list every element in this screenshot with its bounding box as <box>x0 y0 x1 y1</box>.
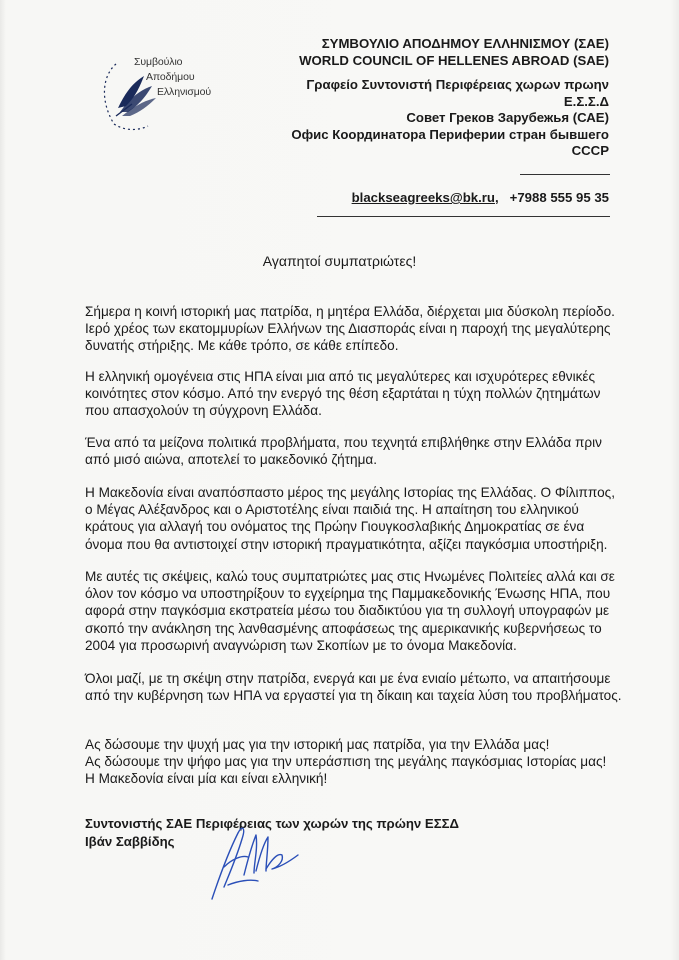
header-divider-short <box>520 174 610 175</box>
paragraph-4: Η Μακεδονία είναι αναπόσπαστο μέρος της μεγάλης Ιστορίας της Ελλάδας. Ο Φίλιππος, ο Μέγας Αλέξανδρος και ο Αριστοτέλης είναι παιδιά της. Η απαίτηση του ελληνικού κράτους για αλλαγή του ονόματος της Πρώην Γιουγκοσλαβικής Δημοκρατίας σε ένα όνομα που θα αντιστοιχεί στην ιστορική πραγματικότητα, αξίζει παγκόσμια υποστήριξη. <box>85 485 615 552</box>
letterhead-office-greek: Γραφείο Συντονιστή Περιφέρειας χωρων πρωην <box>306 77 609 92</box>
paragraph-3: Ένα από τα μείζονα πολιτικά προβλήματα, που τεχνητά επιβλήθηκε στην Ελλάδα πριν από μισό αιώνα, αποτελεί το μακεδονικό ζήτημα. <box>85 435 602 468</box>
contact-separator: , <box>494 190 499 205</box>
logo-text-line-3: Ελληνισμού <box>157 86 212 98</box>
letterhead-greek-title: ΣΥΜΒΟΥΛΙΟ ΑΠΟΔΗΜΟΥ ΕΛΛΗΝΙΣΜΟΥ (ΣΑΕ) <box>321 36 609 51</box>
paragraph-5: Με αυτές τις σκέψεις, καλώ τους συμπατριώτες μας στις Ηνωμένες Πολιτείες αλλά και σε όλον τον κόσμο να υποστηρίξουν το εγχείρημα της Παμμακεδονικής Ένωσης ΗΠΑ, που αφορά στην παγκόσμια εκστρατεία μέσω του διαδικτύου για τη συλλογή υπογραφών με σκοπό την ανάκληση της λανθασμένης αποφάσεως της αμερικανικής κυβερνήσεως το 2004 για προσωρινή αναγνώριση των Σκοπίων με το όνομα Μακεδονία. <box>85 569 615 653</box>
letterhead <box>291 36 609 160</box>
letterhead-office-greek-2: Ε.Σ.Σ.Δ <box>563 93 609 109</box>
handwritten-signature <box>198 815 308 905</box>
letterhead-office-russian-2: СССР <box>571 143 609 158</box>
letterhead-english-title: WORLD COUNCIL OF HELLENES ABROAD (SAE) <box>299 52 609 68</box>
signatory-name: Ιβάν Σαββίδης <box>85 833 175 849</box>
closing-line-3: Η Μακεδονία είναι μία και είναι ελληνική! <box>85 771 328 787</box>
contact-phone: +7988 555 95 35 <box>509 190 609 205</box>
greeting: Αγαπητοί συμπατριώτες! <box>262 253 417 269</box>
signatory-title: Συντονιστής ΣΑΕ Περιφέρειας των χωρών της πρώην ΕΣΣΔ <box>85 816 459 831</box>
contact-divider <box>317 216 610 217</box>
paragraph-1: Σήμερα η κοινή ιστορική μας πατρίδα, η μητέρα Ελλάδα, διέρχεται μια δύσκολη περίοδο. Ιερό χρέος των εκατομμυρίων Ελλήνων της Διασποράς είναι η παροχή της μεγαλύτερης δυνατής στήριξης. Με κάθε τρόπο, σε κάθε επίπεδο. <box>85 304 615 354</box>
closing-line-1: Ας δώσουμε την ψυχή μας για την ιστορική μας πατρίδα, για την Ελλάδα μας! <box>85 737 550 752</box>
paragraph-7 <box>85 736 625 788</box>
logo-text-line-2: Αποδήμου <box>146 71 195 83</box>
paragraph-6: Όλοι μαζί, με τη σκέψη στην πατρίδα, ενεργά και με ένα ενιαίο μέτωπο, να απαιτήσουμε από την κυβέρνηση των ΗΠΑ να εργαστεί για τη δίκαιη και ταχεία λύση του προβλήματος. <box>85 671 622 704</box>
letterhead-russian-title: Совет Греков Зарубежья (САЕ) <box>406 110 609 125</box>
logo-text-line-1: Συμβούλιο <box>134 56 183 68</box>
letterhead-office-russian: Офис Координатора Периферии стран бывшего <box>291 126 609 142</box>
closing-line-2: Ας δώσουμε την ψήφο μας για την υπεράσπιση της μεγάλης παγκόσμιας Ιστορίας μας! <box>85 754 607 770</box>
paragraph-2: Η ελληνική ομογένεια στις ΗΠΑ είναι μια από τις μεγαλύτερες και ισχυρότερες εθνικές κοινότητες στον κόσμο. Από την ενεργό της θέση εξαρτάται η τύχη πολλών ζητημάτων που απασχολούν τη σύγχρονη Ελλάδα. <box>85 369 601 419</box>
contact-email-link[interactable]: blackseagreeks@bk.ru <box>351 190 495 205</box>
contact-line <box>352 190 609 205</box>
